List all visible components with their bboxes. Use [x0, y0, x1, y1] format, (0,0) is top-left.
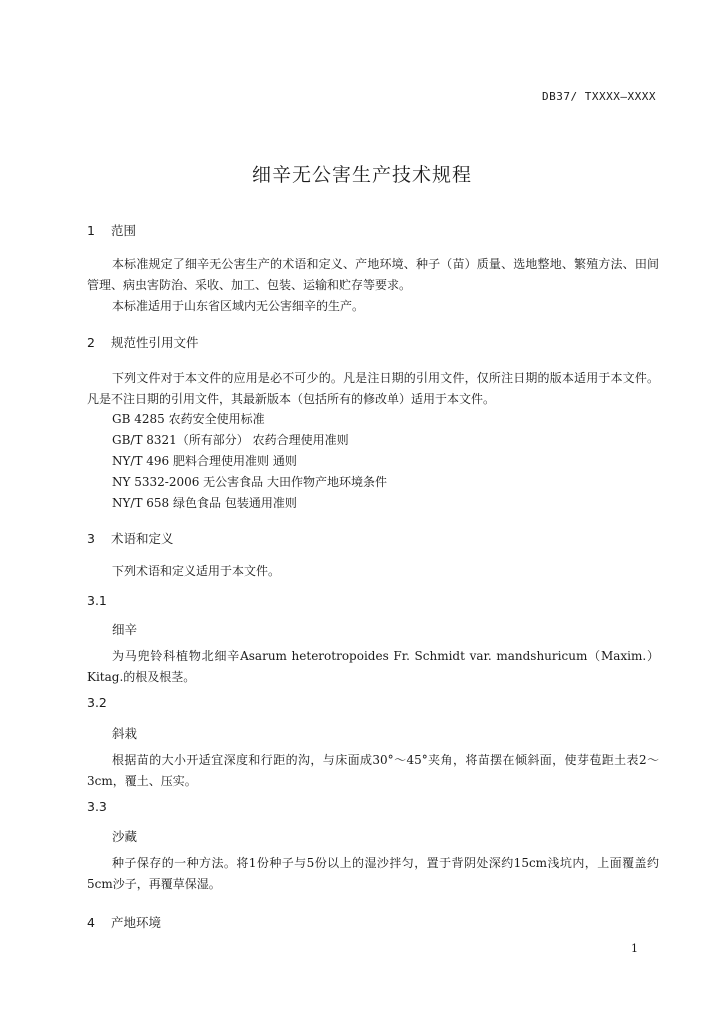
- section-1-paragraph-2: 本标准适用于山东省区域内无公害细辛的生产。: [112, 299, 365, 313]
- term-number: 3.2: [87, 695, 107, 710]
- term-definition: 根据苗的大小开适宜深度和行距的沟，与床面成30°～45°夹角，将苗摆在倾斜面，使芽苞距土表2～3cm，覆土、压实。: [87, 753, 659, 788]
- section-1-heading: [87, 221, 136, 239]
- section-title: 产地环境: [110, 915, 161, 930]
- section-2-paragraph-1: 下列文件对于本文件的应用是必不可少的。凡是注日期的引用文件，仅所注日期的版本适用于本文件。凡是不注日期的引用文件，其最新版本（包括所有的修改单）适用于本文件。: [87, 371, 659, 406]
- section-title: 规范性引用文件: [110, 335, 199, 350]
- section-4-heading: [87, 913, 161, 931]
- section-3-heading: [87, 529, 174, 547]
- term-number: 3.3: [87, 799, 107, 814]
- term-definition: 种子保存的一种方法。将1份种子与5份以上的湿沙拌匀，置于背阴处深约15cm浅坑内，上面覆盖约5cm沙子，再覆草保湿。: [87, 856, 659, 891]
- section-number: 3: [87, 531, 95, 546]
- term-number: 3.1: [87, 593, 107, 608]
- section-title: 范围: [110, 223, 136, 238]
- section-title: 术语和定义: [110, 531, 174, 546]
- reference-item: NY/T 496 肥料合理使用准则 通则: [112, 454, 297, 468]
- term-name: 沙藏: [112, 829, 138, 844]
- reference-item: NY/T 658 绿色食品 包装通用准则: [112, 496, 297, 510]
- section-1-paragraph-1: 本标准规定了细辛无公害生产的术语和定义、产地环境、种子（苗）质量、选地整地、繁殖方法、田间管理、病虫害防治、采收、加工、包装、运输和贮存等要求。: [87, 257, 659, 292]
- reference-item: GB 4285 农药安全使用标准: [112, 412, 265, 426]
- term-name: 斜栽: [112, 726, 138, 741]
- page-number: 1: [631, 942, 638, 955]
- term-definition: 为马兜铃科植物北细辛Asarum heterotropoides Fr. Schmidt var. mandshuricum（Maxim.）Kitag.的根及根茎。: [87, 649, 659, 684]
- section-number: 2: [87, 335, 95, 350]
- section-number: 4: [87, 915, 95, 930]
- reference-item: NY 5332-2006 无公害食品 大田作物产地环境条件: [112, 475, 387, 489]
- section-2-heading: [87, 333, 199, 351]
- section-3-paragraph-1: 下列术语和定义适用于本文件。: [112, 564, 281, 578]
- standard-code: DB37/ TXXXX—XXXX: [542, 90, 656, 103]
- term-name: 细辛: [112, 622, 138, 637]
- section-number: 1: [87, 223, 95, 238]
- reference-item: GB/T 8321（所有部分） 农药合理使用准则: [112, 433, 349, 447]
- document-title: 细辛无公害生产技术规程: [251, 164, 472, 186]
